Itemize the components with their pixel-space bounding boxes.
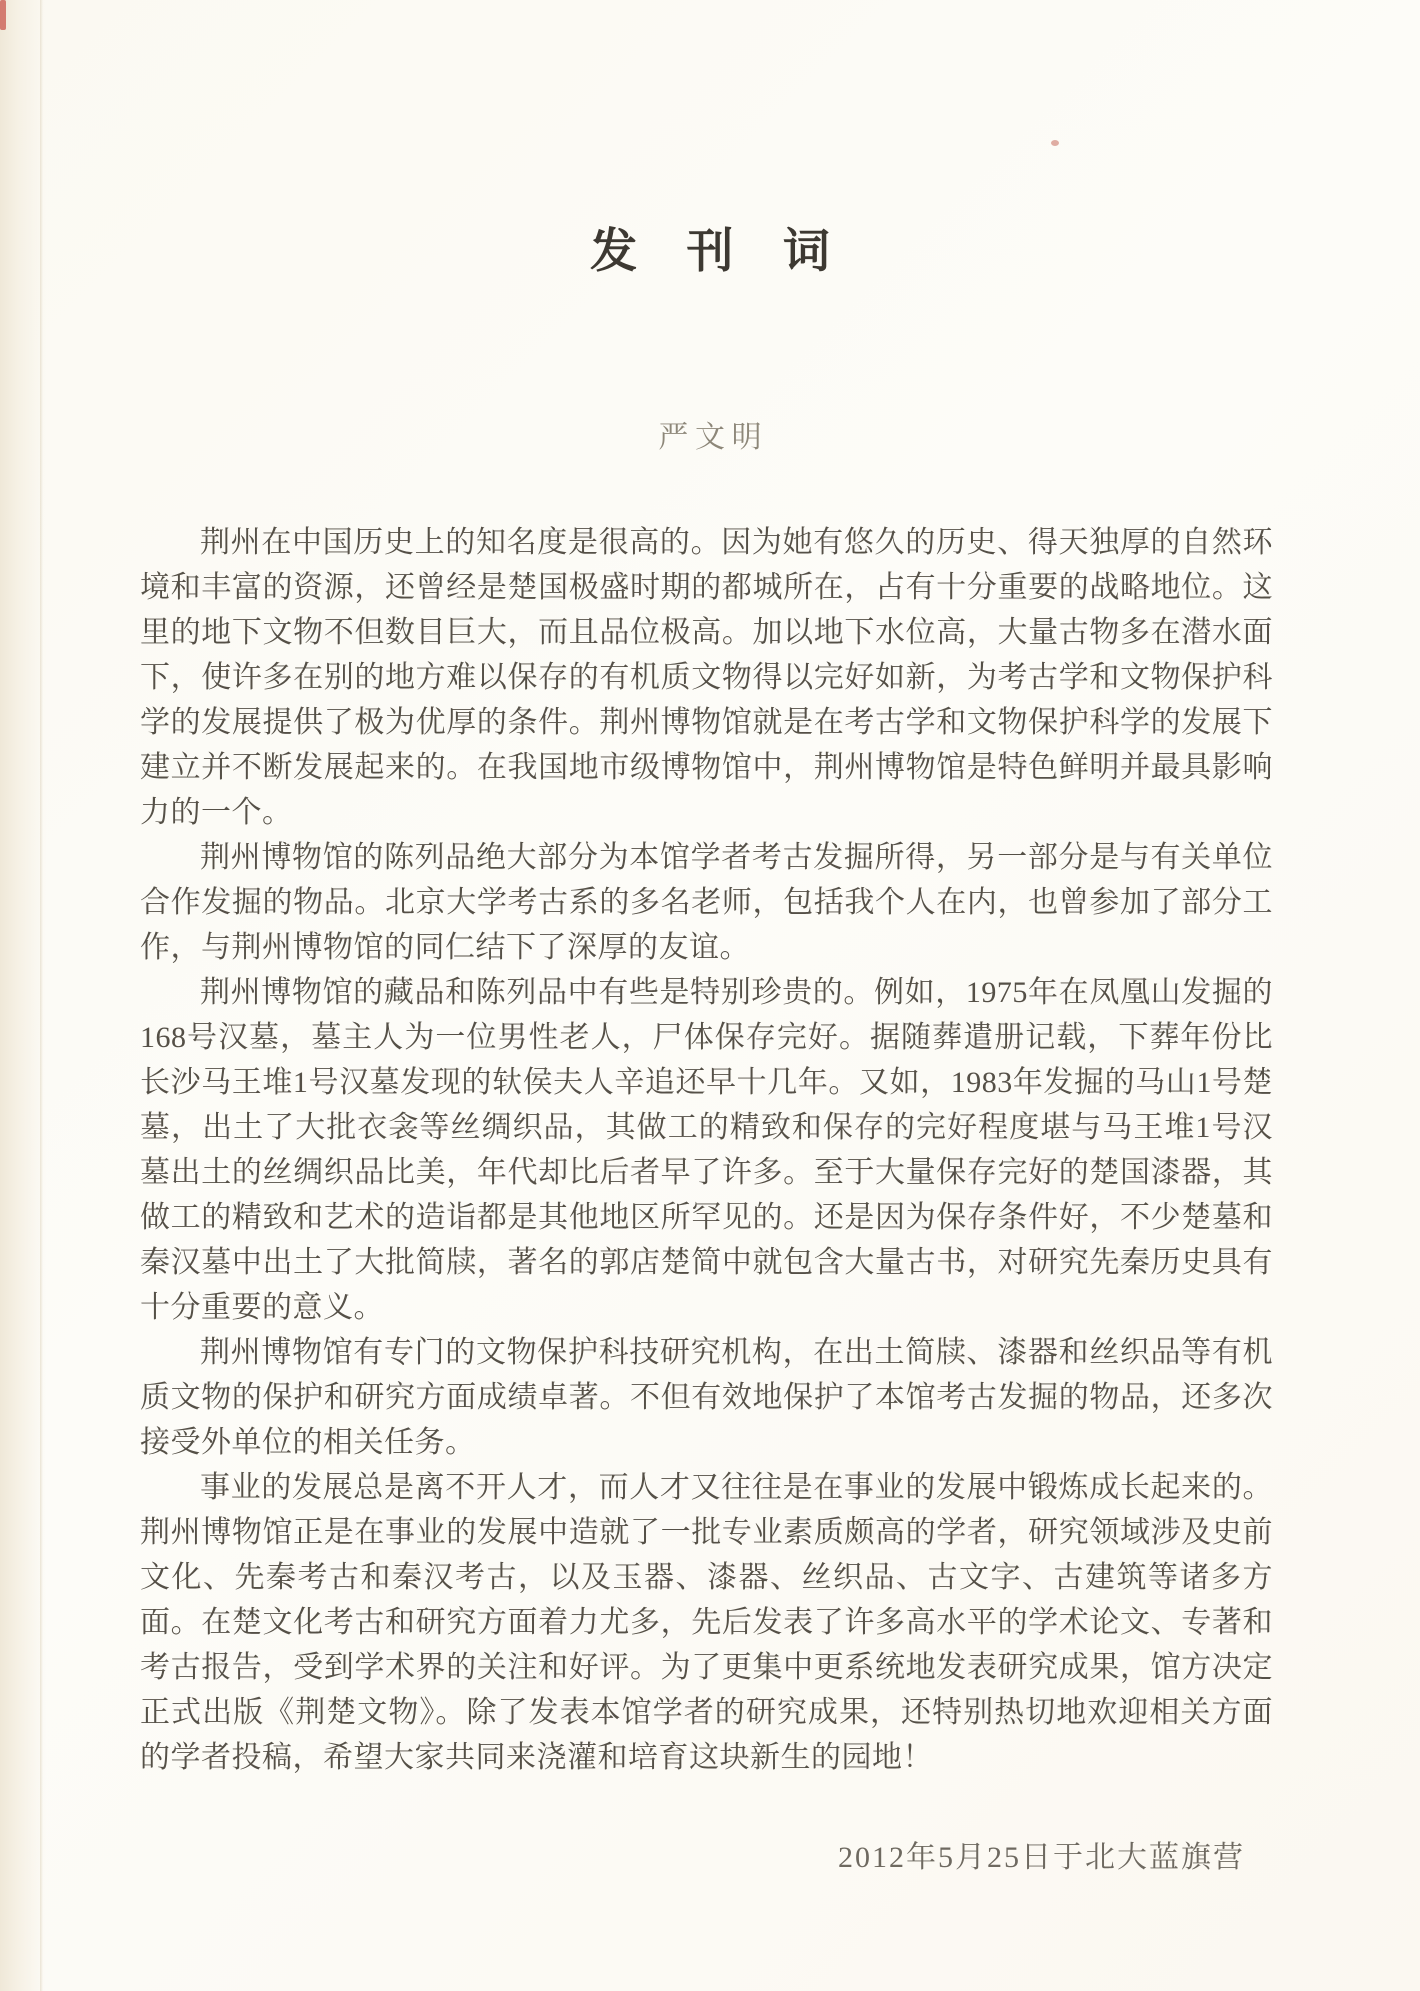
scan-artifact-red-speck [1051,140,1059,146]
paragraph-4: 荆州博物馆有专门的文物保护科技研究机构，在出土简牍、漆器和丝织品等有机质文物的保护和研究方面成绩卓著。不但有效地保护了本馆考古发掘的物品，还多次接受外单位的相关任务。 [140,1336,1273,1459]
page-title: 发刊词 [590,226,880,278]
scan-artifact-red-corner [0,0,6,30]
paragraph-2: 荆州博物馆的陈列品绝大部分为本馆学者考古发掘所得，另一部分是与有关单位合作发掘的物品。北京大学考古系的多名老师，包括我个人在内，也曾参加了部分工作，与荆州博物馆的同仁结下了深厚的友谊。 [140,841,1273,964]
page-gutter-crease [40,0,43,1991]
paragraph-1: 荆州在中国历史上的知名度是很高的。因为她有悠久的历史、得天独厚的自然环境和丰富的资源，还曾经是楚国极盛时期的都城所在，占有十分重要的战略地位。这里的地下文物不但数目巨大，而且品位极高。加以地下水位高，大量古物多在潜水面下，使许多在别的地方难以保存的有机质文物得以完好如新，为考古学和文物保护科学的发展提供了极为优厚的条件。荆州博物馆就是在考古学和文物保护科学的发展下建立并不断发展起来的。在我国地市级博物馆中，荆州博物馆是特色鲜明并最具影响力的一个。 [140,526,1273,829]
paragraph-3: 荆州博物馆的藏品和陈列品中有些是特别珍贵的。例如，1975年在凤凰山发掘的168号汉墓，墓主人为一位男性老人，尸体保存完好。据随葬遣册记载，下葬年份比长沙马王堆1号汉墓发现的轪侯夫人辛追还早十几年。又如，1983年发掘的马山1号楚墓，出土了大批衣衾等丝绸织品，其做工的精致和保存的完好程度堪与马王堆1号汉墓出土的丝绸织品比美，年代却比后者早了许多。至于大量保存完好的楚国漆器，其做工的精致和艺术的造诣都是其他地区所罕见的。还是因为保存条件好，不少楚墓和秦汉墓中出土了大批简牍，著名的郭店楚简中就包含大量古书，对研究先秦历史具有十分重要的意义。 [140,976,1273,1324]
author-name: 严文明 [658,421,769,454]
dateline: 2012年5月25日于北大蓝旗营 [838,1841,1245,1874]
paragraph-5: 事业的发展总是离不开人才，而人才又往往是在事业的发展中锻炼成长起来的。荆州博物馆正是在事业的发展中造就了一批专业素质颇高的学者，研究领域涉及史前文化、先秦考古和秦汉考古，以及玉器、漆器、丝织品、古文字、古建筑等诸多方面。在楚文化考古和研究方面着力尤多，先后发表了许多高水平的学术论文、专著和考古报告，受到学术界的关注和好评。为了更集中更系统地发表研究成果，馆方决定正式出版《荆楚文物》。除了发表本馆学者的研究成果，还特别热切地欢迎相关方面的学者投稿，希望大家共同来浇灌和培育这块新生的园地！ [140,1471,1273,1774]
article-body [140,520,1273,1780]
